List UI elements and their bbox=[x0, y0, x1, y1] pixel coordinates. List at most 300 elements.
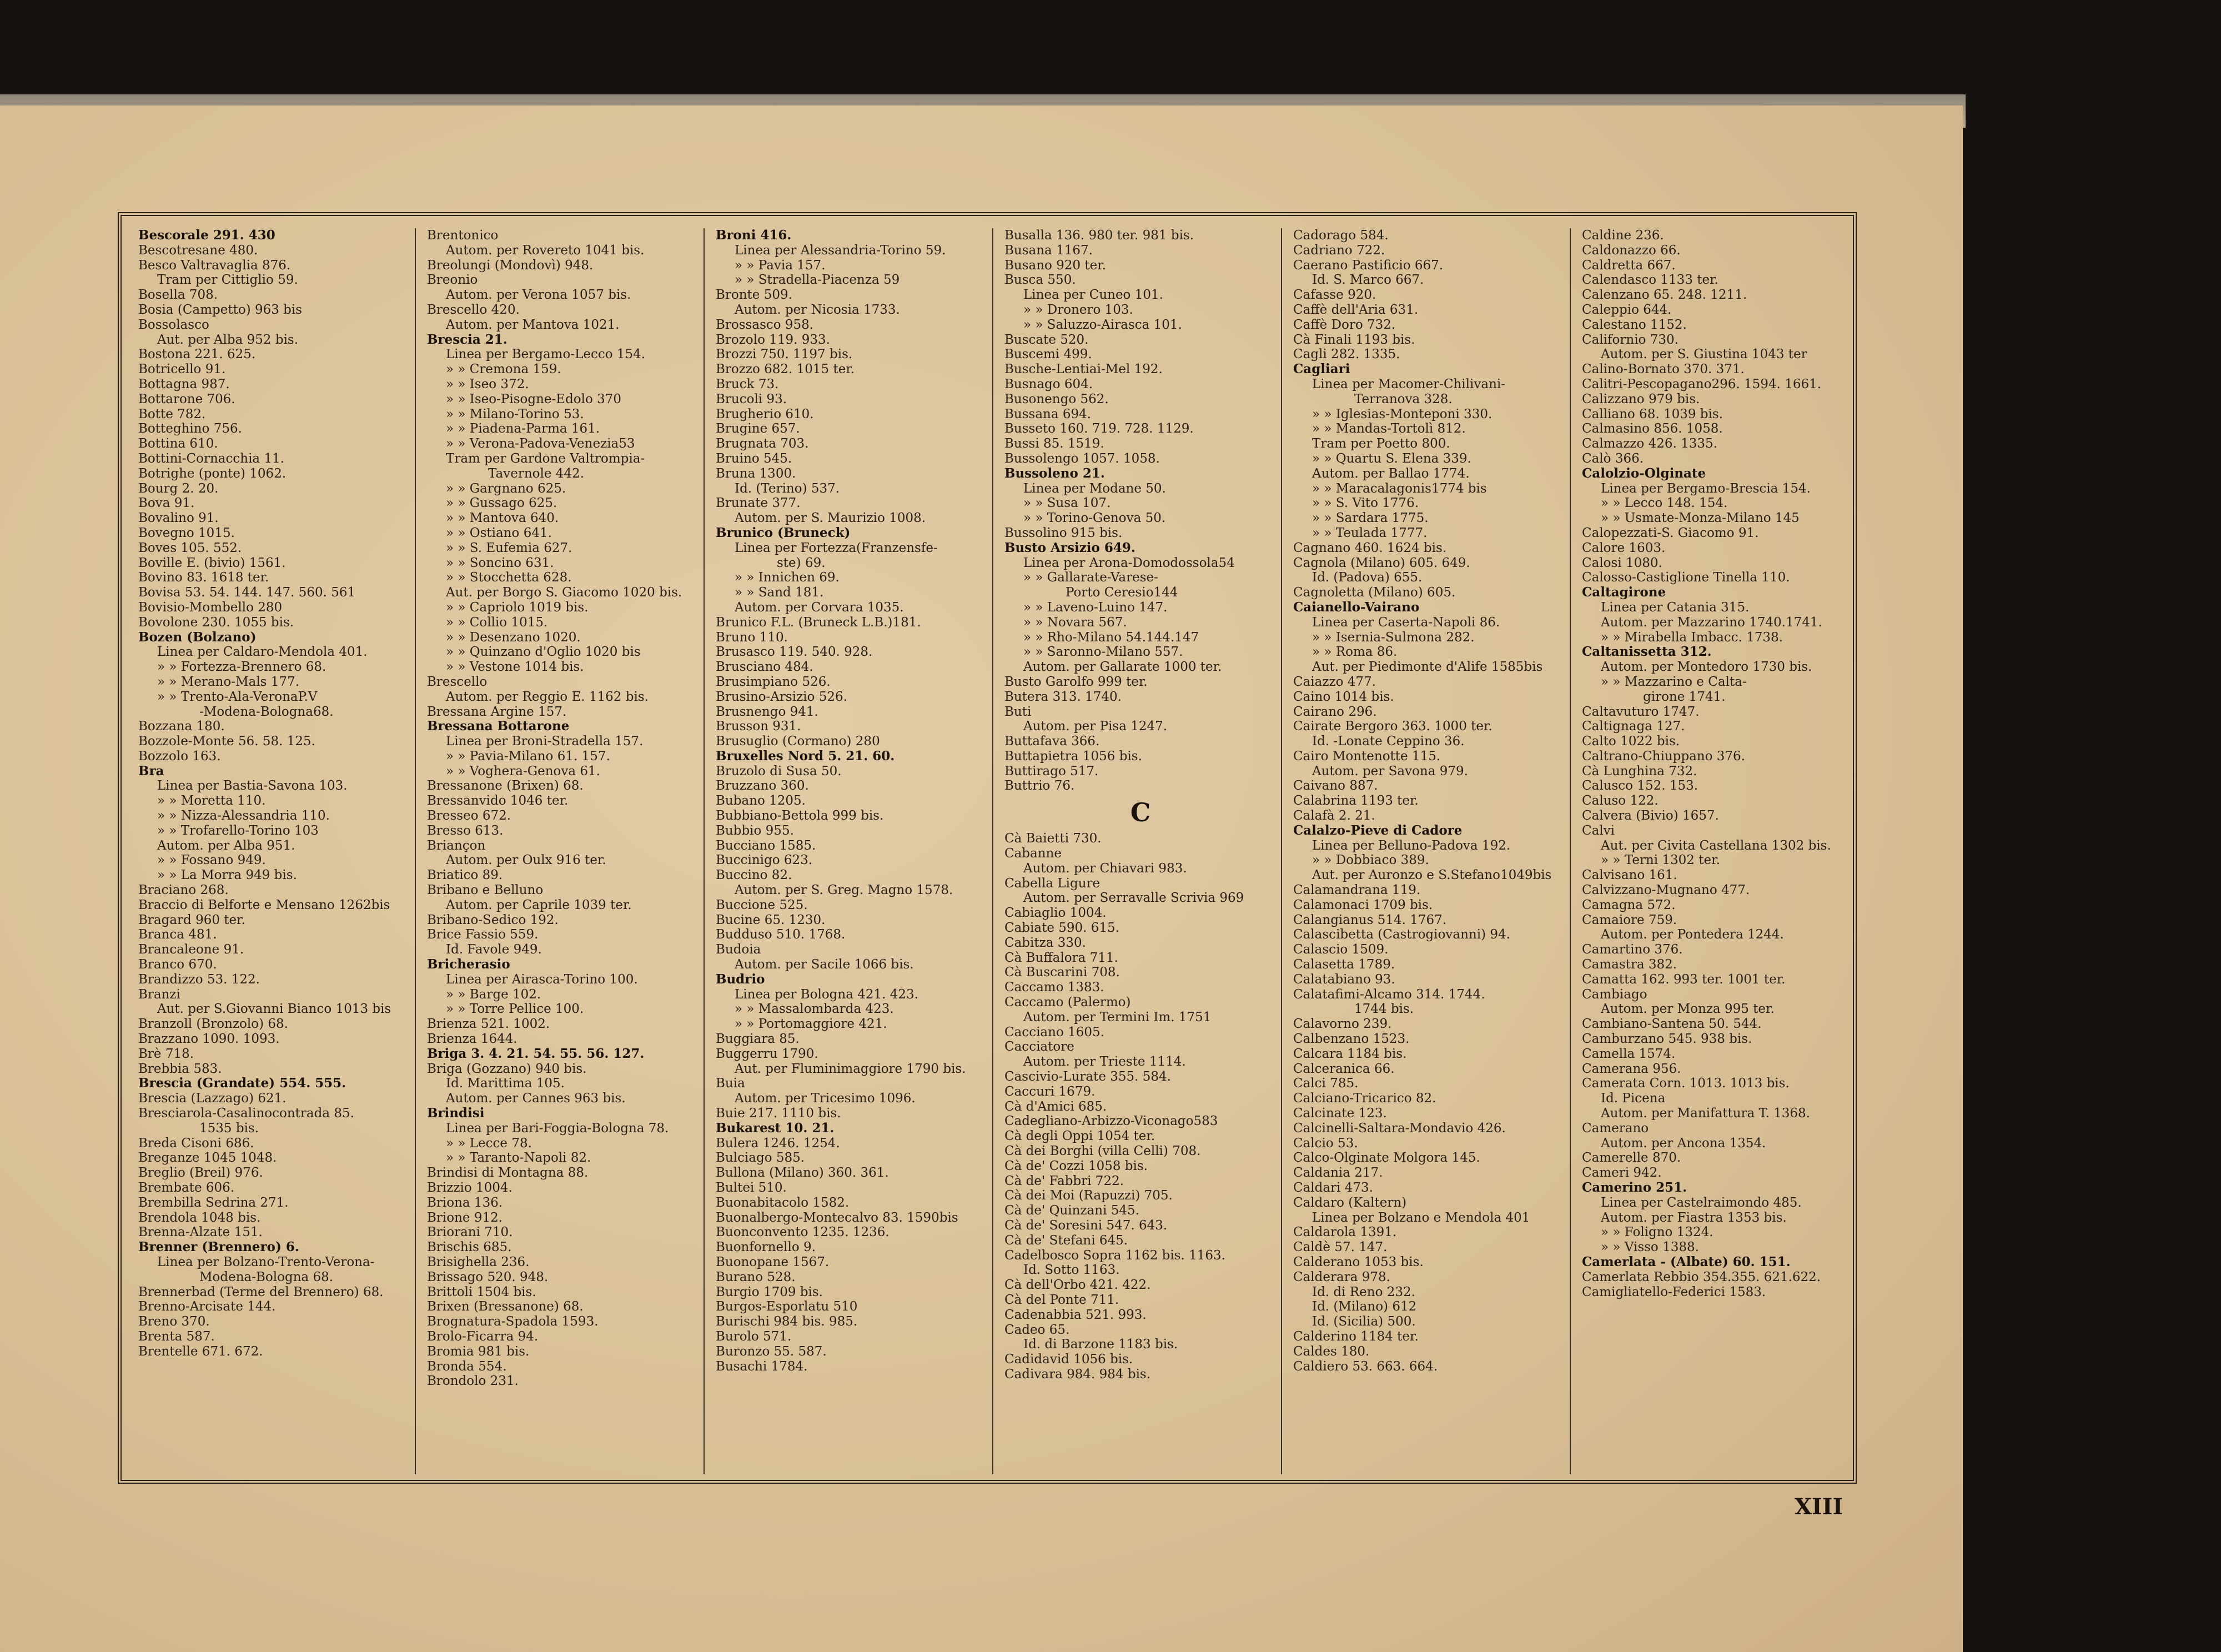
index-entry: Porto Ceresio144 bbox=[1066, 585, 1178, 600]
index-entry: » » Desenzano 1020. bbox=[446, 630, 581, 645]
index-entry: Bussoleno 21. bbox=[1004, 466, 1105, 481]
index-entry: Buscate 520. bbox=[1004, 332, 1089, 347]
index-entry: Breda Cisoni 686. bbox=[138, 1136, 254, 1151]
index-entry: Briga 3. 4. 21. 54. 55. 56. 127. bbox=[427, 1046, 645, 1061]
index-entry: Calmasino 856. 1058. bbox=[1582, 421, 1723, 436]
index-entry: » » Visso 1388. bbox=[1601, 1240, 1699, 1255]
index-entry: Boves 105. 552. bbox=[138, 540, 242, 555]
index-entry: Calatabiano 93. bbox=[1293, 972, 1395, 987]
index-entry: Cagnano 460. 1624 bis. bbox=[1293, 540, 1447, 555]
index-entry: Camburzano 545. 938 bis. bbox=[1582, 1032, 1752, 1047]
index-entry: Bostona 221. 625. bbox=[138, 347, 256, 362]
index-column-5 bbox=[1282, 228, 1571, 1474]
index-entry: Bubano 1205. bbox=[716, 794, 806, 809]
index-entry: Id. (Sicilia) 500. bbox=[1312, 1314, 1416, 1329]
index-entry: Brunico F.L. (Bruneck L.B.)181. bbox=[716, 615, 921, 630]
index-entry: Calizzano 979 bis. bbox=[1582, 391, 1700, 406]
index-entry: Busano 920 ter. bbox=[1004, 258, 1107, 273]
index-entry: Calto 1022 bis. bbox=[1582, 734, 1680, 749]
index-entry: Calabrina 1193 ter. bbox=[1293, 794, 1419, 809]
index-entry: Buggerru 1790. bbox=[716, 1046, 818, 1061]
index-entry: Brisighella 236. bbox=[427, 1254, 530, 1269]
index-entry: Brentonico bbox=[427, 228, 499, 243]
index-entry: Calenzano 65. 248. 1211. bbox=[1582, 288, 1747, 303]
index-entry: Cà de' Fabbri 722. bbox=[1004, 1173, 1124, 1188]
index-entry: » » Stradella-Piacenza 59 bbox=[735, 273, 900, 288]
index-entry: Brindisi di Montagna 88. bbox=[427, 1166, 589, 1181]
index-entry: Camerlata Rebbio 354.355. 621.622. bbox=[1582, 1269, 1821, 1284]
index-entry: Broni 416. bbox=[716, 228, 792, 243]
index-entry: Caluso 122. bbox=[1582, 794, 1659, 809]
index-entry: Id. (Padova) 655. bbox=[1312, 570, 1423, 585]
index-entry: » » Dronero 103. bbox=[1023, 302, 1133, 317]
index-entry: Calbenzano 1523. bbox=[1293, 1032, 1410, 1047]
index-entry: Bossolasco bbox=[138, 317, 209, 332]
index-entry: Burischi 984 bis. 985. bbox=[716, 1314, 858, 1329]
index-entry: Calliano 68. 1039 bis. bbox=[1582, 406, 1723, 421]
index-entry: Calatafimi-Alcamo 314. 1744. bbox=[1293, 987, 1485, 1002]
index-entry: Bescotresane 480. bbox=[138, 243, 258, 258]
index-entry: » » Gussago 625. bbox=[446, 496, 557, 511]
index-entry: Brennerbad (Terme del Brennero) 68. bbox=[138, 1284, 384, 1299]
index-entry: » » Vestone 1014 bis. bbox=[446, 660, 584, 675]
index-entry: Bullona (Milano) 360. 361. bbox=[716, 1166, 889, 1181]
index-entry: Breolungi (Mondovì) 948. bbox=[427, 258, 594, 273]
index-entry: Cà dei Moi (Rapuzzi) 705. bbox=[1004, 1188, 1173, 1203]
index-entry: Cà de' Quinzani 545. bbox=[1004, 1203, 1139, 1218]
index-entry: Linea per Arona-Domodossola54 bbox=[1023, 555, 1235, 570]
index-entry: Linea per Alessandria-Torino 59. bbox=[735, 243, 946, 258]
index-entry: 1535 bis. bbox=[199, 1121, 259, 1136]
index-entry: Linea per Broni-Stradella 157. bbox=[446, 734, 644, 749]
index-entry: » » Teulada 1777. bbox=[1312, 525, 1428, 540]
index-entry: Cà de' Stefani 645. bbox=[1004, 1233, 1128, 1248]
index-entry: Brozzi 750. 1197 bis. bbox=[716, 347, 853, 362]
index-entry: » » La Morra 949 bis. bbox=[157, 868, 297, 883]
index-entry: Caltavuturo 1747. bbox=[1582, 704, 1700, 719]
page-number: XIII bbox=[1795, 1494, 1843, 1520]
index-entry: Autom. per S. Maurizio 1008. bbox=[735, 511, 926, 526]
index-entry: Cagnola (Milano) 605. 649. bbox=[1293, 555, 1470, 570]
index-entry: Cà dei Borghi (villa Celli) 708. bbox=[1004, 1144, 1201, 1159]
index-entry: Aut. per S.Giovanni Bianco 1013 bis bbox=[157, 1002, 391, 1017]
index-entry: Cagnoletta (Milano) 605. bbox=[1293, 585, 1456, 600]
index-entry: Camastra 382. bbox=[1582, 957, 1677, 972]
index-entry: Id. -Lonate Ceppino 36. bbox=[1312, 734, 1465, 749]
index-entry: Linea per Bari-Foggia-Bologna 78. bbox=[446, 1121, 669, 1136]
index-entry: Caldretta 667. bbox=[1582, 258, 1676, 273]
index-entry: Brusson 931. bbox=[716, 719, 801, 734]
index-entry: Autom. per Mazzarino 1740.1741. bbox=[1601, 615, 1822, 630]
index-entry: » » S. Vito 1776. bbox=[1312, 496, 1419, 511]
index-entry: Bozzana 180. bbox=[138, 719, 225, 734]
index-entry: Calvi bbox=[1582, 823, 1615, 838]
index-entry: Brembate 606. bbox=[138, 1181, 235, 1195]
index-entry: Autom. per S. Giustina 1043 ter bbox=[1601, 347, 1807, 362]
index-entry: Autom. per Fiastra 1353 bis. bbox=[1601, 1210, 1787, 1225]
index-entry: Busto Arsizio 649. bbox=[1004, 540, 1135, 555]
index-entry: Boville E. (bivio) 1561. bbox=[138, 555, 286, 570]
index-entry: » » Torino-Genova 50. bbox=[1023, 511, 1166, 526]
index-entry: Calascio 1509. bbox=[1293, 942, 1389, 957]
index-entry: Brozzo 682. 1015 ter. bbox=[716, 362, 855, 377]
index-entry: Cacciano 1605. bbox=[1004, 1025, 1104, 1040]
index-entry: Cairo Montenotte 115. bbox=[1293, 749, 1441, 764]
index-entry: Linea per Catania 315. bbox=[1601, 600, 1750, 615]
index-entry: Brenno-Arcisate 144. bbox=[138, 1299, 276, 1314]
index-entry: Bresso 613. bbox=[427, 823, 504, 838]
index-entry: » » Lecce 78. bbox=[446, 1136, 532, 1151]
index-entry: Caerano Pastificio 667. bbox=[1293, 258, 1444, 273]
index-entry: » » Rho-Milano 54.144.147 bbox=[1023, 630, 1199, 645]
index-entry: » » Moretta 110. bbox=[157, 794, 266, 809]
index-entry: Calciano-Tricarico 82. bbox=[1293, 1091, 1436, 1106]
index-entry: » » Trofarello-Torino 103 bbox=[157, 823, 319, 838]
index-entry: Caino 1014 bis. bbox=[1293, 689, 1394, 704]
index-entry: Camerana 956. bbox=[1582, 1061, 1681, 1076]
index-entry: Brizzio 1004. bbox=[427, 1181, 512, 1195]
index-entry: Brunico (Bruneck) bbox=[716, 525, 851, 540]
index-entry: Bromia 981 bis. bbox=[427, 1344, 530, 1359]
index-entry: Cà Buscarini 708. bbox=[1004, 965, 1120, 980]
index-entry: » » Usmate-Monza-Milano 145 bbox=[1601, 511, 1800, 526]
index-entry: -Modena-Bologna68. bbox=[199, 704, 334, 719]
index-entry: » » Maracalagonis1774 bis bbox=[1312, 481, 1487, 496]
index-entry: Buonopane 1567. bbox=[716, 1254, 830, 1269]
index-entry: Brazzano 1090. 1093. bbox=[138, 1032, 280, 1047]
index-entry: Bruzolo di Susa 50. bbox=[716, 764, 842, 779]
index-entry: Aut. per Alba 952 bis. bbox=[157, 332, 299, 347]
index-entry: Breganze 1045 1048. bbox=[138, 1151, 277, 1166]
index-entry: Autom. per S. Greg. Magno 1578. bbox=[735, 883, 953, 898]
index-entry: Bressana Bottarone bbox=[427, 719, 570, 734]
index-entry: Bronte 509. bbox=[716, 288, 792, 303]
index-entry: Linea per Caserta-Napoli 86. bbox=[1312, 615, 1500, 630]
index-entry: Briatico 89. bbox=[427, 868, 503, 883]
index-entry: » » Sand 181. bbox=[735, 585, 824, 600]
index-entry: Busca 550. bbox=[1004, 273, 1076, 288]
index-entry: Buie 217. 1110 bis. bbox=[716, 1106, 841, 1121]
index-entry: Autom. per Serravalle Scrivia 969 bbox=[1023, 891, 1244, 906]
index-entry: Branco 670. bbox=[138, 957, 217, 972]
index-entry: Autom. per Ancona 1354. bbox=[1601, 1136, 1766, 1151]
index-entry: Buonalbergo-Montecalvo 83. 1590bis bbox=[716, 1210, 958, 1225]
index-entry: Brenta 587. bbox=[138, 1329, 215, 1344]
index-entry: Bottarone 706. bbox=[138, 391, 235, 406]
index-entry: Bresciarola-Casalinocontrada 85. bbox=[138, 1106, 354, 1121]
index-entry: Calci 785. bbox=[1293, 1076, 1359, 1091]
index-entry: » » Barge 102. bbox=[446, 987, 541, 1002]
index-entry: Autom. per Reggio E. 1162 bis. bbox=[446, 689, 649, 704]
index-entry: Bozzole-Monte 56. 58. 125. bbox=[138, 734, 315, 749]
index-entry: Cagli 282. 1335. bbox=[1293, 347, 1400, 362]
index-entry: Bucine 65. 1230. bbox=[716, 912, 826, 927]
index-entry: Buccinigo 623. bbox=[716, 853, 813, 868]
index-entry: Buttirago 517. bbox=[1004, 764, 1099, 779]
index-entry: Caivano 887. bbox=[1293, 779, 1378, 794]
index-entry: Buccino 82. bbox=[716, 868, 792, 883]
index-entry: Calore 1603. bbox=[1582, 540, 1666, 555]
index-entry: Bukarest 10. 21. bbox=[716, 1121, 835, 1136]
index-entry: » » Taranto-Napoli 82. bbox=[446, 1151, 591, 1166]
index-entry: » » Capriolo 1019 bis. bbox=[446, 600, 589, 615]
index-entry: Branca 481. bbox=[138, 927, 217, 942]
index-entry: Buttrio 76. bbox=[1004, 779, 1075, 794]
index-entry: Autom. per Tricesimo 1096. bbox=[735, 1091, 916, 1106]
index-entry: Bressanvido 1046 ter. bbox=[427, 794, 569, 809]
index-entry: Bruck 73. bbox=[716, 376, 779, 391]
index-entry: » » Sardara 1775. bbox=[1312, 511, 1429, 526]
index-entry: Briga (Gozzano) 940 bis. bbox=[427, 1061, 587, 1076]
index-entry: Cà degli Oppi 1054 ter. bbox=[1004, 1129, 1155, 1144]
index-entry: » » Lecco 148. 154. bbox=[1601, 496, 1728, 511]
index-entry: Breonio bbox=[427, 273, 478, 288]
index-entry: Modena-Bologna 68. bbox=[199, 1269, 334, 1284]
index-entry: Caldari 473. bbox=[1293, 1181, 1373, 1195]
index-entry: Botrighe (ponte) 1062. bbox=[138, 466, 287, 481]
index-entry: Caldania 217. bbox=[1293, 1166, 1383, 1181]
index-entry: Brienza 1644. bbox=[427, 1032, 517, 1047]
index-entry: Linea per Airasca-Torino 100. bbox=[446, 972, 638, 987]
index-entry: » » Saluzzo-Airasca 101. bbox=[1023, 317, 1182, 332]
index-entry: Buonabitacolo 1582. bbox=[716, 1195, 850, 1210]
index-entry: Autom. per Montedoro 1730 bis. bbox=[1601, 660, 1812, 675]
index-entry: Bulera 1246. 1254. bbox=[716, 1136, 840, 1151]
index-entry: Bucciano 1585. bbox=[716, 838, 816, 853]
index-entry: Camerlata - (Albate) 60. 151. bbox=[1582, 1254, 1791, 1269]
index-entry: Caldonazzo 66. bbox=[1582, 243, 1681, 258]
index-entry: Caianello-Vairano bbox=[1293, 600, 1420, 615]
index-entry: Autom. per Manifattura T. 1368. bbox=[1601, 1106, 1810, 1121]
index-entry: Autom. per Trieste 1114. bbox=[1023, 1055, 1186, 1069]
index-entry: Brucoli 93. bbox=[716, 391, 787, 406]
index-entry: Budoia bbox=[716, 942, 761, 957]
index-entry: Brescia 21. bbox=[427, 332, 507, 347]
index-entry: Bussolengo 1057. 1058. bbox=[1004, 451, 1160, 466]
index-entry: Calamonaci 1709 bis. bbox=[1293, 897, 1433, 912]
index-entry: Calosso-Castiglione Tinella 110. bbox=[1582, 570, 1790, 585]
index-entry: Caltagirone bbox=[1582, 585, 1666, 600]
index-entry: Cadidavid 1056 bis. bbox=[1004, 1352, 1133, 1367]
index-entry: Autom. per Caprile 1039 ter. bbox=[446, 897, 632, 912]
index-entry: Linea per Bergamo-Lecco 154. bbox=[446, 347, 646, 362]
index-entry: Autom. per Verona 1057 bis. bbox=[446, 288, 631, 303]
index-entry: Cameri 942. bbox=[1582, 1166, 1662, 1181]
index-entry: » » Verona-Padova-Venezia53 bbox=[446, 436, 635, 451]
index-entry: Budrio bbox=[716, 972, 765, 987]
index-entry: Busto Garolfo 999 ter. bbox=[1004, 674, 1148, 689]
index-entry: Buti bbox=[1004, 704, 1032, 719]
index-entry: Calcara 1184 bis. bbox=[1293, 1046, 1407, 1061]
index-entry: Budduso 510. 1768. bbox=[716, 927, 846, 942]
index-entry: Id. Picena bbox=[1601, 1091, 1666, 1106]
index-entry: girone 1741. bbox=[1643, 689, 1726, 704]
section-heading-c: C bbox=[1130, 797, 1151, 828]
index-entry: Brozolo 119. 933. bbox=[716, 332, 830, 347]
index-entry: Calalzo-Pieve di Cadore bbox=[1293, 823, 1463, 838]
index-entry: Linea per Castelraimondo 485. bbox=[1601, 1195, 1802, 1210]
index-entry: » » Fortezza-Brennero 68. bbox=[157, 660, 326, 675]
index-entry: Cà d'Amici 685. bbox=[1004, 1099, 1107, 1114]
index-entry: » » Susa 107. bbox=[1023, 496, 1111, 511]
index-entry: Caccamo 1383. bbox=[1004, 980, 1104, 995]
index-entry: Brice Fassio 559. bbox=[427, 927, 539, 942]
index-entry: Cabanne bbox=[1004, 846, 1062, 861]
index-entry: Brenna-Alzate 151. bbox=[138, 1225, 263, 1240]
index-entry: Camerino 251. bbox=[1582, 1181, 1687, 1195]
index-entry: Caiazzo 477. bbox=[1293, 674, 1376, 689]
index-entry: Bribano e Belluno bbox=[427, 883, 544, 898]
index-entry: Burgio 1709 bis. bbox=[716, 1284, 823, 1299]
index-entry: Brancaleone 91. bbox=[138, 942, 244, 957]
index-entry: Bresseo 672. bbox=[427, 809, 511, 824]
index-entry: » » Nizza-Alessandria 110. bbox=[157, 809, 330, 824]
index-entry: Busalla 136. 980 ter. 981 bis. bbox=[1004, 228, 1194, 243]
index-entry: » » Merano-Mals 177. bbox=[157, 674, 300, 689]
index-entry: » » Voghera-Genova 61. bbox=[446, 764, 600, 779]
index-entry: Brugherio 610. bbox=[716, 406, 814, 421]
index-entry: » » Cremona 159. bbox=[446, 362, 561, 377]
index-entry: Cabella Ligure bbox=[1004, 876, 1101, 891]
index-entry: » » Innichen 69. bbox=[735, 570, 840, 585]
index-entry: Brognatura-Spadola 1593. bbox=[427, 1314, 599, 1329]
index-entry: Calceranica 66. bbox=[1293, 1061, 1395, 1076]
index-entry: Buia bbox=[716, 1076, 745, 1091]
index-entry: Camatta 162. 993 ter. 1001 ter. bbox=[1582, 972, 1786, 987]
index-entry: Autom. per Rovereto 1041 bis. bbox=[446, 243, 645, 258]
index-entry: Bra bbox=[138, 764, 164, 779]
index-entry: Botte 782. bbox=[138, 406, 206, 421]
index-entry: Bressana Argine 157. bbox=[427, 704, 567, 719]
index-entry: » » Pavia 157. bbox=[735, 258, 826, 273]
index-entry: Cadriano 722. bbox=[1293, 243, 1385, 258]
index-entry: Caffè dell'Aria 631. bbox=[1293, 302, 1419, 317]
index-entry: » » Massalombarda 423. bbox=[735, 1002, 894, 1017]
index-entry: Linea per Cuneo 101. bbox=[1023, 288, 1163, 303]
index-entry: Linea per Belluno-Padova 192. bbox=[1312, 838, 1511, 853]
index-entry: Bovegno 1015. bbox=[138, 525, 235, 540]
index-entry: Cabiate 590. 615. bbox=[1004, 921, 1119, 936]
index-entry: Bovino 83. 1618 ter. bbox=[138, 570, 269, 585]
index-entry: Tram per Cittiglio 59. bbox=[157, 273, 298, 288]
index-entry: Tavernole 442. bbox=[488, 466, 585, 481]
index-entry: Brienza 521. 1002. bbox=[427, 1017, 550, 1032]
index-entry: Calitri-Pescopagano296. 1594. 1661. bbox=[1582, 376, 1822, 391]
index-entry: Brusino-Arsizio 526. bbox=[716, 689, 847, 704]
index-entry: » » Milano-Torino 53. bbox=[446, 406, 584, 421]
index-entry: Id. (Milano) 612 bbox=[1312, 1299, 1417, 1314]
index-entry: Bottini-Cornacchia 11. bbox=[138, 451, 285, 466]
index-entry: Cabiaglio 1004. bbox=[1004, 906, 1107, 921]
index-entry: Burgos-Esporlatu 510 bbox=[716, 1299, 858, 1314]
index-entry: Brescello 420. bbox=[427, 302, 520, 317]
index-entry: Cacciatore bbox=[1004, 1040, 1074, 1055]
index-entry: Caldiero 53. 663. 664. bbox=[1293, 1359, 1438, 1374]
index-entry: Brione 912. bbox=[427, 1210, 503, 1225]
index-entry: Cà Baietti 730. bbox=[1004, 831, 1102, 846]
index-column-4 bbox=[993, 228, 1282, 1474]
index-entry: Cadelbosco Sopra 1162 bis. 1163. bbox=[1004, 1248, 1225, 1263]
index-entry: » » Dobbiaco 389. bbox=[1312, 853, 1429, 868]
index-entry: » » Quartu S. Elena 339. bbox=[1312, 451, 1471, 466]
index-entry: Burolo 571. bbox=[716, 1329, 792, 1344]
index-entry: Brossasco 958. bbox=[716, 317, 814, 332]
index-entry: Autom. per Mantova 1021. bbox=[446, 317, 620, 332]
index-entry: » » Foligno 1324. bbox=[1601, 1225, 1714, 1240]
index-entry: Branzi bbox=[138, 987, 180, 1002]
index-entry: Calolzio-Olginate bbox=[1582, 466, 1706, 481]
index-entry: Briona 136. bbox=[427, 1195, 503, 1210]
index-entry: Busche-Lentiai-Mel 192. bbox=[1004, 362, 1163, 377]
index-entry: » » Piadena-Parma 161. bbox=[446, 421, 600, 436]
index-entry: Brischis 685. bbox=[427, 1240, 512, 1255]
index-entry: Brittoli 1504 bis. bbox=[427, 1284, 536, 1299]
index-entry: Aut. per Piedimonte d'Alife 1585bis bbox=[1312, 660, 1543, 675]
index-entry: Calvizzano-Mugnano 477. bbox=[1582, 883, 1750, 898]
index-entry: Bruxelles Nord 5. 21. 60. bbox=[716, 749, 895, 764]
index-entry: Autom. per Termini Im. 1751 bbox=[1023, 1010, 1212, 1025]
index-entry: » » Terni 1302 ter. bbox=[1601, 853, 1720, 868]
index-entry: Cadorago 584. bbox=[1293, 228, 1389, 243]
index-entry: Busseto 160. 719. 728. 1129. bbox=[1004, 421, 1194, 436]
index-entry: Botteghino 756. bbox=[138, 421, 242, 436]
index-entry: » » Soncino 631. bbox=[446, 555, 554, 570]
index-entry: Brusasco 119. 540. 928. bbox=[716, 645, 873, 660]
index-entry: » » Ostiano 641. bbox=[446, 525, 552, 540]
index-entry: Brè 718. bbox=[138, 1046, 194, 1061]
index-entry: Bruzzano 360. bbox=[716, 779, 809, 794]
index-entry: » » Fossano 949. bbox=[157, 853, 266, 868]
index-entry: Brugine 657. bbox=[716, 421, 800, 436]
index-entry: Aut. per Borgo S. Giacomo 1020 bis. bbox=[446, 585, 682, 600]
index-entry: Cafasse 920. bbox=[1293, 288, 1376, 303]
index-entry: Linea per Bolzano-Trento-Verona- bbox=[157, 1254, 375, 1269]
index-entry: Id. di Reno 232. bbox=[1312, 1284, 1415, 1299]
index-entry: Bulciago 585. bbox=[716, 1151, 805, 1166]
index-entry: Bovolone 230. 1055 bis. bbox=[138, 615, 294, 630]
index-entry: Bruno 110. bbox=[716, 630, 788, 645]
index-entry: Burano 528. bbox=[716, 1269, 796, 1284]
index-entry: Caltignaga 127. bbox=[1582, 719, 1685, 734]
index-entry: Bragard 960 ter. bbox=[138, 912, 245, 927]
index-entry: Brandizzo 53. 122. bbox=[138, 972, 260, 987]
index-entry: » » Saronno-Milano 557. bbox=[1023, 645, 1183, 660]
index-entry: Bussi 85. 1519. bbox=[1004, 436, 1104, 451]
index-entry: Autom. per Monza 995 ter. bbox=[1601, 1002, 1775, 1017]
index-entry: » » Trento-Ala-VeronaP.V bbox=[157, 689, 318, 704]
index-entry: Brixen (Bressanone) 68. bbox=[427, 1299, 584, 1314]
index-entry: Brebbia 583. bbox=[138, 1061, 222, 1076]
index-entry: Calasetta 1789. bbox=[1293, 957, 1395, 972]
index-entry: » » Gallarate-Varese- bbox=[1023, 570, 1158, 585]
index-entry: Autom. per Savona 979. bbox=[1312, 764, 1468, 779]
index-entry: Bottina 610. bbox=[138, 436, 218, 451]
index-entry: Bricherasio bbox=[427, 957, 510, 972]
index-entry: Caltanissetta 312. bbox=[1582, 645, 1712, 660]
index-entry: Bovisio-Mombello 280 bbox=[138, 600, 283, 615]
index-entry: Linea per Caldaro-Mendola 401. bbox=[157, 645, 368, 660]
index-entry: Calusco 152. 153. bbox=[1582, 779, 1699, 794]
index-entry: Bressanone (Brixen) 68. bbox=[427, 779, 584, 794]
index-entry: Cà Buffalora 711. bbox=[1004, 950, 1118, 965]
index-entry: » » Iseo-Pisogne-Edolo 370 bbox=[446, 391, 622, 406]
index-entry: Bultei 510. bbox=[716, 1181, 787, 1195]
index-entry: Id. (Terino) 537. bbox=[735, 481, 840, 496]
index-entry: Breglio (Breil) 976. bbox=[138, 1166, 263, 1181]
index-entry: Linea per Bologna 421. 423. bbox=[735, 987, 918, 1002]
index-entry: Camartino 376. bbox=[1582, 942, 1683, 957]
index-entry: Brendola 1048 bis. bbox=[138, 1210, 261, 1225]
